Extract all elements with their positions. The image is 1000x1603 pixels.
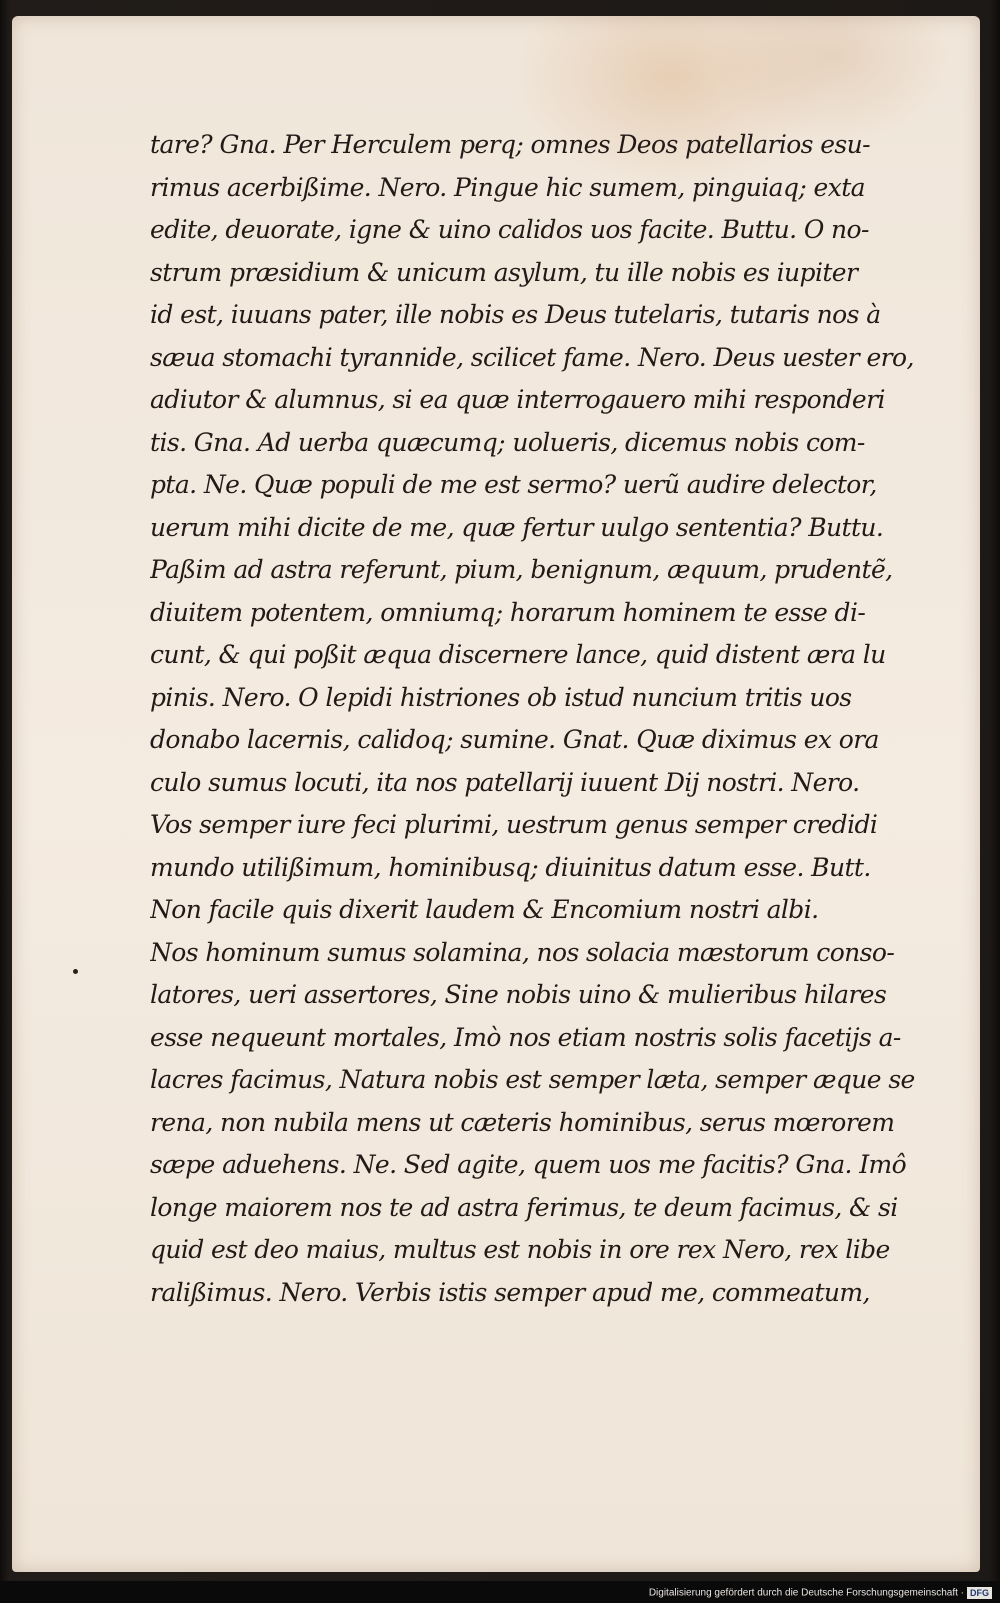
text-line: adiutor & alumnus, si ea quæ interrogauero mihi responderi <box>150 385 885 414</box>
text-line: diuitem potentem, omniumq; horarum hominem te esse di- <box>150 597 866 627</box>
text-line: sæpe aduehens. Ne. Sed agite, quem uos me facitis? Gna. Imô <box>150 1150 907 1179</box>
text-line: id est, iuuans pater, ille nobis es Deus tutelaris, tutaris nos à <box>150 300 881 329</box>
text-line: longe maiorem nos te ad astra ferimus, te deum facimus, & si <box>150 1192 898 1222</box>
footer-bar <box>0 1581 1000 1603</box>
text-line: tis. Gna. Ad uerba quæcumq; uolueris, dicemus nobis com- <box>150 427 865 457</box>
text-line: culo sumus locuti, ita nos patellarij iuuent Dij nostri. Nero. <box>150 767 860 797</box>
text-line: Paßim ad astra referunt, pium, benignum, æquum, prudentẽ, <box>150 555 893 584</box>
text-line: Nos hominum sumus solamina, nos solacia mæstorum conso- <box>150 937 895 967</box>
text-line: sæua stomachi tyrannide, scilicet fame. Nero. Deus uester ero, <box>150 342 914 372</box>
margin-mark <box>73 969 78 974</box>
text-line: Non facile quis dixerit laudem & Encomium nostri albi. <box>150 895 819 924</box>
text-line: rena, non nubila mens ut cæteris hominibus, serus mœrorem <box>150 1107 895 1137</box>
text-line: Vos semper iure feci plurimi, uestrum genus semper credidi <box>150 810 878 839</box>
text-line: latores, ueri assertores, Sine nobis uino & mulieribus hilares <box>150 980 887 1009</box>
text-line: lacres facimus, Natura nobis est semper læta, semper æque se <box>150 1065 915 1094</box>
text-line: pta. Ne. Quæ populi de me est sermo? uerũ audire delector, <box>150 470 877 499</box>
credit-text: Digitalisierung gefördert durch die Deutsche Forschungsgemeinschaft · <box>648 1587 964 1599</box>
text-line: ralißimus. Nero. Verbis istis semper apud me, commeatum, <box>150 1277 870 1307</box>
text-line: pinis. Nero. O lepidi histriones ob istud nuncium tritis uos <box>150 682 852 712</box>
text-line: edite, deuorate, igne & uino calidos uos facite. Buttu. O no- <box>150 215 869 244</box>
text-line: quid est deo maius, multus est nobis in ore rex Nero, rex libe <box>150 1235 890 1264</box>
text-line: esse nequeunt mortales, Imò nos etiam nostris solis facetijs a- <box>150 1022 901 1052</box>
digitization-credit <box>649 1587 992 1599</box>
text-line: uerum mihi dicite de me, quæ fertur uulgo sententia? Buttu. <box>150 512 884 542</box>
page-text-block <box>150 124 940 1314</box>
text-line: rimus acerbißime. Nero. Pingue hic sumem, pinguiaq; exta <box>150 172 865 202</box>
dfg-logo: DFG <box>967 1587 992 1599</box>
text-line: cunt, & qui poßit æqua discernere lance, quid distent æra lu <box>150 640 886 669</box>
text-line: tare? Gna. Per Herculem perq; omnes Deos patellarios esu- <box>150 130 871 159</box>
book-page <box>12 16 980 1572</box>
text-line: mundo utilißimum, hominibusq; diuinitus datum esse. Butt. <box>150 852 871 882</box>
text-line: donabo lacernis, calidoq; sumine. Gnat. Quæ diximus ex ora <box>150 725 879 754</box>
text-line: strum præsidium & unicum asylum, tu ille nobis es iupiter <box>150 257 858 287</box>
